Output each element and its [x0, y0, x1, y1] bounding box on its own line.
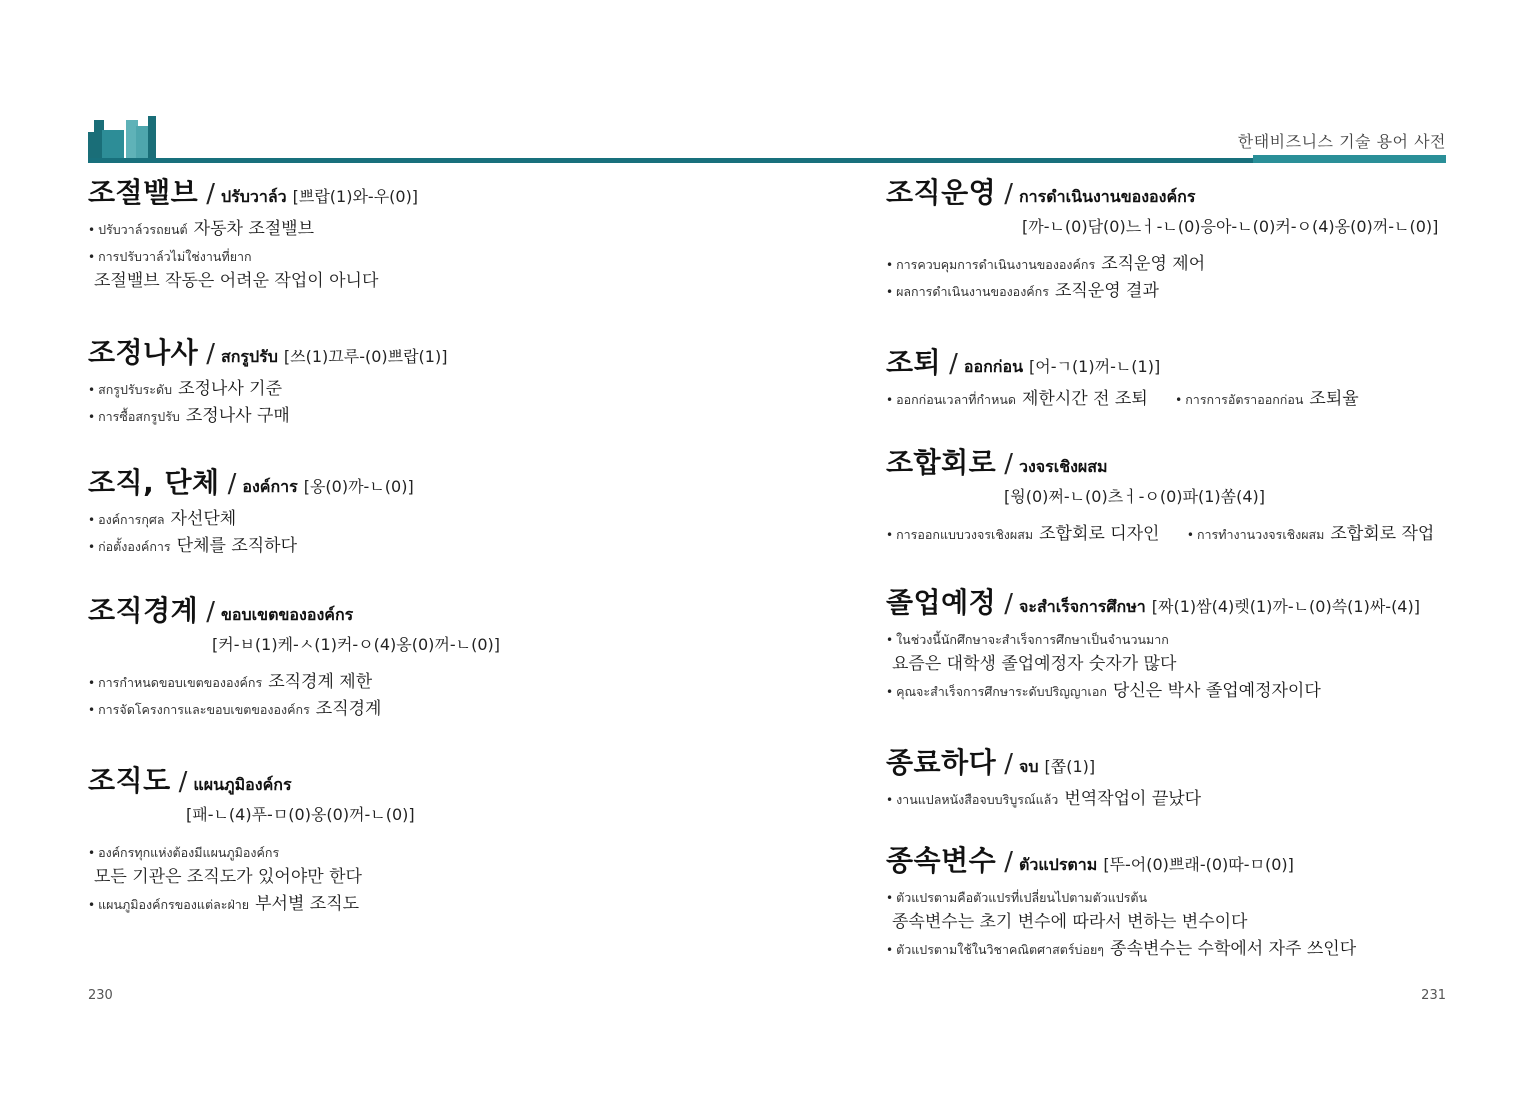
entry-head — [88, 594, 748, 628]
entry — [88, 594, 748, 721]
page-number-left: 230 — [88, 988, 113, 1003]
example-korean: 단체를 조직하다 — [176, 536, 298, 557]
example-korean: 부서별 조직도 — [255, 894, 360, 915]
slash: / — [1004, 749, 1013, 779]
entry-pronunciation: [쓰(1)끄루-(0)쁘랍(1)] — [283, 347, 448, 366]
entry-pronunciation: [쫍(1)] — [1044, 757, 1096, 776]
entry — [886, 586, 1536, 703]
example-korean: 종속변수는 수학에서 자주 쓰인다 — [1110, 939, 1357, 960]
example-korean: 모든 기관은 조직도가 있어야만 한다 — [94, 867, 362, 888]
entry-head — [88, 764, 748, 798]
example-thai: การซื้อสกรูปรับ — [98, 409, 180, 425]
bullet: • — [1186, 528, 1194, 543]
example — [886, 788, 1536, 811]
example-korean: 조절밸브 작동은 어려운 작업이 아니다 — [94, 271, 379, 292]
example-thai: ก่อตั้งองค์การ — [98, 539, 171, 555]
header-decoration — [88, 116, 160, 160]
entry-head — [886, 446, 1536, 480]
bullet: • — [886, 685, 894, 700]
bullet: • — [886, 891, 894, 906]
example-korean: 자동차 조절밸브 — [193, 219, 315, 240]
entry-thai: ตัวแปรตาม — [1018, 855, 1098, 874]
example — [88, 893, 748, 916]
example-korean: 조직경계 — [315, 699, 382, 720]
example-korean: 조직운영 제어 — [1101, 254, 1206, 275]
example-thai: องค์การกุศล — [98, 512, 165, 528]
example-thai: สกรูปรับระดับ — [98, 382, 173, 398]
example — [886, 388, 1536, 411]
bullet: • — [88, 846, 96, 861]
example-thai: คุณจะสำเร็จการศึกษาระดับปริญญาเอก — [896, 684, 1107, 700]
entry-term: 조직경계 — [88, 594, 199, 627]
example-korean: 조직경계 제한 — [268, 672, 373, 693]
slash: / — [206, 597, 215, 627]
bullet: • — [886, 633, 894, 648]
example — [88, 218, 748, 241]
entry-head — [886, 586, 1536, 620]
example-thai: แผนภูมิองค์กรของแต่ละฝ่าย — [98, 897, 250, 913]
bullet: • — [88, 513, 96, 528]
entry-thai: สกรูปรับ — [220, 347, 278, 366]
example — [88, 841, 748, 889]
bullet: • — [88, 898, 96, 913]
bullet: • — [886, 258, 894, 273]
example — [886, 680, 1536, 703]
entry-thai: แผนภูมิองค์กร — [193, 775, 292, 794]
bullet: • — [886, 528, 894, 543]
example-korean: 조퇴율 — [1309, 389, 1359, 410]
entry-term: 조정나사 — [88, 336, 199, 369]
bullet: • — [88, 540, 96, 555]
bullet: • — [88, 676, 96, 691]
entry-thai: ออกก่อน — [963, 357, 1024, 376]
entry-term: 졸업예정 — [886, 586, 997, 619]
bullet: • — [886, 793, 894, 808]
example — [88, 245, 748, 293]
slash: / — [1004, 179, 1013, 209]
example-thai: องค์กรทุกแห่งต้องมีแผนภูมิองค์กร — [98, 845, 280, 861]
entry-thai: องค์การ — [242, 477, 298, 496]
entry-thai: ขอบเขตขององค์กร — [220, 605, 354, 624]
example-thai: การจัดโครงการและขอบเขตขององค์กร — [98, 702, 310, 718]
bullet: • — [88, 383, 96, 398]
entry-term: 종속변수 — [886, 844, 997, 877]
example — [886, 253, 1536, 276]
entry-head — [88, 336, 748, 370]
bullet: • — [886, 943, 894, 958]
example — [886, 523, 1536, 546]
slash: / — [227, 469, 237, 499]
example — [88, 535, 748, 558]
bullet: • — [88, 410, 96, 425]
deco-bar — [102, 130, 124, 160]
example-korean: 당신은 박사 졸업예정자이다 — [1112, 681, 1321, 702]
deco-bar — [148, 116, 156, 160]
example-inline — [1187, 524, 1434, 544]
slash: / — [178, 767, 188, 797]
example-thai: การปรับวาล์วไม่ใช่งานที่ยาก — [98, 249, 252, 265]
example-korean: 조정나사 구매 — [185, 406, 290, 427]
entry-head — [886, 176, 1536, 210]
entry-pronunciation: [뚜-어(0)쁘래-(0)따-ㅁ(0)] — [1103, 855, 1294, 874]
example — [886, 280, 1536, 303]
page-number-right: 231 — [1421, 988, 1446, 1003]
slash: / — [206, 339, 215, 369]
entry — [88, 176, 748, 293]
example-thai: การการอัตราออกก่อน — [1185, 392, 1304, 408]
example-thai: ในช่วงนี้นักศึกษาจะสำเร็จการศึกษาเป็นจำนวนมาก — [896, 632, 1169, 648]
example-korean: 조합회로 작업 — [1330, 524, 1435, 545]
example-thai: ปรับวาล์วรถยนต์ — [98, 222, 188, 238]
entry — [886, 346, 1536, 411]
example-korean: 자선단체 — [170, 509, 237, 530]
example — [88, 405, 748, 428]
slash: / — [1004, 449, 1013, 479]
example-thai: งานแปลหนังสือจบบริบูรณ์แล้ว — [896, 792, 1059, 808]
entry-term: 종료하다 — [886, 746, 997, 779]
example-thai: ผลการดำเนินงานขององค์กร — [896, 284, 1049, 300]
bullet: • — [88, 223, 96, 238]
bullet: • — [88, 250, 96, 265]
example — [88, 508, 748, 531]
bullet: • — [886, 285, 894, 300]
entry-pronunciation: [커-ㅂ(1)케-ㅅ(1)커-ㅇ(4)옹(0)꺼-ㄴ(0)] — [212, 635, 501, 655]
example-korean: 요즘은 대학생 졸업예정자 숫자가 많다 — [892, 654, 1177, 675]
slash: / — [1004, 589, 1013, 619]
entry-head — [886, 844, 1536, 878]
example-korean: 번역작업이 끝났다 — [1064, 789, 1202, 810]
header-title: 한태비즈니스 기술 용어 사전 — [1237, 132, 1446, 151]
entry-term: 조직도 — [88, 764, 171, 797]
header-rule — [88, 158, 1446, 163]
example — [886, 938, 1536, 961]
example-thai: การควบคุมการดำเนินงานขององค์กร — [896, 257, 1096, 273]
entry-thai: ปรับวาล์ว — [220, 187, 287, 206]
example-korean: 조정나사 기준 — [178, 379, 282, 400]
bullet: • — [886, 393, 894, 408]
entry — [886, 844, 1536, 961]
entry — [886, 176, 1536, 303]
example-korean: 제한시간 전 조퇴 — [1021, 389, 1148, 410]
entry-pronunciation: [까-ㄴ(0)담(0)느ㅓ-ㄴ(0)응아-ㄴ(0)커-ㅇ(4)옹(0)꺼-ㄴ(0)] — [1022, 217, 1439, 237]
bullet: • — [1175, 393, 1183, 408]
slash: / — [949, 349, 958, 379]
entry — [88, 336, 748, 428]
entry-term: 조직, 단체 — [88, 466, 220, 499]
bullet: • — [88, 703, 96, 718]
entry-pronunciation: [어-ㄱ(1)꺼-ㄴ(1)] — [1029, 357, 1161, 376]
example-thai: การกำหนดขอบเขตขององค์กร — [98, 675, 263, 691]
entry-pronunciation: [짜(1)쌈(4)렛(1)까-ㄴ(0)쓱(1)싸-(4)] — [1151, 597, 1420, 616]
example — [886, 886, 1536, 934]
example — [88, 671, 748, 694]
entry-thai: จะสำเร็จการศึกษา — [1018, 597, 1146, 616]
slash: / — [1004, 847, 1013, 877]
example-thai: ตัวแปรตามใช้ในวิชาคณิตศาสตร์บ่อยๆ — [896, 942, 1105, 958]
example-thai: การทำงานวงจรเชิงผสม — [1196, 527, 1325, 543]
entry-pronunciation: [옹(0)까-ㄴ(0)] — [303, 477, 414, 496]
entry-thai: จบ — [1018, 757, 1039, 776]
example-korean: 조합회로 디자인 — [1039, 524, 1160, 545]
entry-pronunciation: [쁘랍(1)와-우(0)] — [292, 187, 419, 206]
entry — [886, 446, 1536, 546]
entry-thai: วงจรเชิงผสม — [1018, 457, 1108, 476]
entry — [886, 746, 1536, 811]
example-thai: การออกแบบวงจรเชิงผสม — [896, 527, 1034, 543]
example — [88, 698, 748, 721]
entry — [88, 764, 748, 916]
example-thai: ออกก่อนเวลาที่กำหนด — [896, 392, 1016, 408]
entry-term: 조직운영 — [886, 176, 997, 209]
entry-term: 조퇴 — [886, 346, 942, 379]
entry-head — [88, 176, 748, 210]
entry-term: 조합회로 — [886, 446, 997, 479]
example — [886, 628, 1536, 676]
entry-head — [88, 466, 748, 500]
entry-head — [886, 746, 1536, 780]
example — [88, 378, 748, 401]
entry-term: 조절밸브 — [88, 176, 199, 209]
header-title-underline — [1253, 155, 1446, 163]
entry-pronunciation: [패-ㄴ(4)푸-ㅁ(0)옹(0)꺼-ㄴ(0)] — [186, 805, 415, 825]
entry — [88, 466, 748, 558]
example-korean: 조직운영 결과 — [1054, 281, 1159, 302]
entry-head — [886, 346, 1536, 380]
entry-pronunciation: [웡(0)쩌-ㄴ(0)츠ㅓ-ㅇ(0)파(1)쏨(4)] — [1004, 487, 1265, 507]
example-inline — [1175, 389, 1359, 409]
slash: / — [206, 179, 215, 209]
example-korean: 종속변수는 초기 변수에 따라서 변하는 변수이다 — [892, 912, 1248, 933]
example-thai: ตัวแปรตามคือตัวแปรที่เปลี่ยนไปตามตัวแปรต้น — [896, 890, 1148, 906]
entry-thai: การดำเนินงานขององค์กร — [1018, 187, 1196, 206]
